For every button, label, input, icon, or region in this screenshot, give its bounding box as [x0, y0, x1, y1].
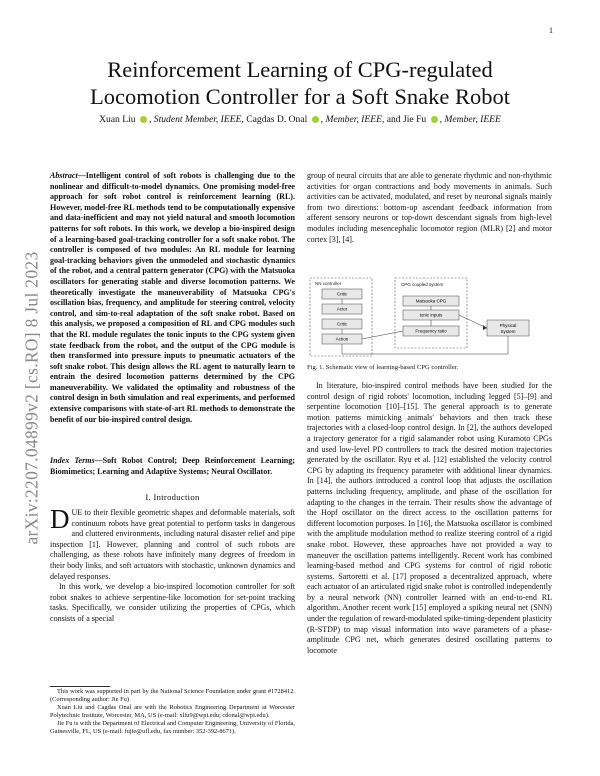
footnote: Xuan Liu and Cagdas Onal are with the Robotics Engineering Department at Worcester Polytechnic Institute, Worcester, MA, US (e-mail: xliu9@wpi.edu; cdonal@wpi.edu). — [50, 704, 295, 719]
footnote: This work was supported in part by the National Science Foundation under grant #1728412. (Corresponding author: Jie Fu) — [50, 688, 295, 703]
index-terms-label: Index Terms — [50, 456, 95, 465]
abstract — [50, 171, 295, 425]
index-terms-dash: — — [94, 456, 103, 465]
footnote-rule — [50, 686, 110, 687]
introduction — [50, 504, 295, 625]
index-terms — [50, 456, 295, 477]
title-line-1: Reinforcement Learning of CPG-regulated — [107, 57, 493, 82]
arrow-line — [459, 315, 487, 328]
arxiv-id: arXiv:2207.04899v2 [cs.RO] 8 Jul 2023 — [21, 251, 42, 545]
author-3: Jie Fu — [403, 114, 427, 125]
footnote: Jie Fu is with the Department of Electrical and Computer Engineering, University of Florida, Gainesville, FL, US (e-mail: fujie@ufl.edu, fax number: 352-392-8671). — [50, 720, 295, 735]
author-1: Xuan Liu — [99, 114, 136, 125]
intro-p1-text: UE to their flexible geometric shapes and deformable materials, soft continuum robots have great potential to perform tasks in dangerous and cluttered environments, including natural disaster relief and pipe inspection [1]. However, planning and control of such robots are challenging, as these robots have infinitely many degrees of freedom in their body links, and soft actuators with stochastic, unknown dynamics and delayed responses. — [50, 508, 295, 581]
cpg-box-label: Frequency ratio — [415, 328, 447, 334]
and-text: and — [386, 114, 401, 125]
physical-system-label: Physical — [499, 323, 517, 328]
arrow-line — [362, 331, 403, 339]
nn-controller-title: NN controller — [315, 281, 342, 286]
feedback-line — [342, 336, 508, 354]
nn-box-label: Critic — [336, 291, 348, 297]
physical-system-label: System — [500, 329, 516, 334]
drop-cap: D — [50, 504, 70, 534]
title-line-2: Locomotion Controller for a Soft Snake Robot — [90, 84, 510, 109]
nn-box-label: Actor — [336, 306, 348, 312]
right-column-top — [307, 171, 552, 245]
intro-paragraph — [50, 504, 295, 582]
page-number: 1 — [549, 26, 553, 35]
author-1-role: Student Member, IEEE — [153, 114, 242, 125]
author-2-role: Member, IEEE — [325, 114, 382, 125]
abstract-label: Abstract — [50, 171, 78, 180]
abstract-dash: — — [77, 171, 86, 180]
author-2: Cagdas D. Onal — [246, 114, 308, 125]
footnotes — [50, 688, 295, 736]
arxiv-watermark — [18, 228, 46, 568]
intro-paragraph: In this work, we develop a bio-inspired locomotion controller for soft robot snakes to achieve serpentine-like locomotion for set-point tracking tasks. Specifically, we consider utilizing the properties of CPGs, which consists of a special — [50, 582, 295, 623]
orcid-icon[interactable] — [431, 116, 438, 123]
body-paragraph: In literature, bio-inspired control methods have been studied for the control design of rigid robots' locomotion, including legged [5]–[9] and serpentine locomotion [10]–[15]. The general approach is to generate motion patterns mimicking animals' behaviors and then track these trajectories with a closed-loop control design. In [2], the authors developed a trajectory generator for a rigid salamander robot using Kuramoto CPGs and used low-level PD controllers to track the desired motion trajectories generated by the oscillator. Ryu et al. [12] established the velocity control CPG by adapting its frequency parameter with additional linear dynamics. In [14], the authors introduced a control loop that adjusts the oscillation patterns including frequency, amplitude, and phase of the oscillation for adapting to the changes in the terrain. Their results show the advantage of the Hopf oscillator on the direct access to the oscillation patterns for different locomotion purposes. In [16], the Matsuoka oscillator is combined with the amplitude modulation method to realize steering control of a rigid snake robot. However, these approaches have not provided a way to maneuver the oscillation patterns intelligently. Recent work has combined learning-based method and CPG systems for control of rigid robotic systems. Sartoretti et al. [17] proposed a decentralized approach, where each actuator of an articulated rigid snake robot is controlled independently by a neural network (NN) controller learned with an end-to-end RL algorithm. Another recent work [15] employed a spiking neural net (SNN) under the regulation of reward-modulated spike-timing-dependent plasticity (R-STDP) to map visual information into wave parameters of a phase-amplitude CPG net, which generates desired oscillating patterns to locomote — [307, 381, 552, 655]
cpg-box-label: Matsuoka CPG — [415, 298, 447, 304]
index-terms-text: Soft Robot Control; Deep Reinforcement Learning; Biomimetics; Learning and Adaptive Systems; Neural Oscillator. — [50, 456, 295, 476]
author-3-role: Member, IEEE — [444, 114, 501, 125]
orcid-icon[interactable] — [312, 116, 319, 123]
paper-title — [60, 56, 540, 110]
section-heading: I. Introduction — [145, 492, 200, 502]
figure-caption: Fig. 1. Schematic view of learning-based CPG controller. — [307, 364, 459, 371]
cpg-system-title: CPG coupled system — [401, 282, 444, 287]
orcid-icon[interactable] — [140, 116, 147, 123]
cpg-box-label: tonic inputs — [419, 312, 443, 318]
abstract-text: Intelligent control of soft robots is challenging due to the nonlinear and difficult-to-model dynamics. One promising model-free approach for soft robot control is reinforcement learning (RL). However, model-free RL methods tend to be computationally expensive and data-inefficient and may not yield natural and smooth locomotion patterns for soft robots. In this work, we develop a bio-inspired design of a learning-based goal-tracking controller for a soft snake robot. The controller is composed of two modules: An RL module for learning goal-tracking behaviors given the unmodeled and stochastic dynamics of the robot, and a central pattern generator (CPG) with the Matsuoka oscillators for generating stable and diverse locomotion patterns. We theoretically investigate the maneuverability of Matsuoka CPG's oscillation bias, frequency, and amplitude for steering control, velocity control, and sim-to-real adaptation of the soft snake robot. Based on this analysis, we proposed a composition of RL and CPG modules such that the RL module regulates the tonic inputs to the CPG system given state feedback from the robot, and the output of the CPG module is then transformed into pressure inputs to pneumatic actuators of the soft snake robot. This design allows the RL agent to naturally learn to entrain the desired locomotion patterns determined by the CPG maneuverability. We validated the optimality and robustness of the control design in both simulation and real experiments, and performed extensive comparisons with state-of-art RL methods to demonstrate the benefit of our bio-inspired control design. — [50, 171, 295, 424]
author-line: Xuan Liu , Student Member, IEEE, Cagdas D. Onal , Member, IEEE, and Jie Fu , Member, IEEE — [99, 114, 501, 125]
nn-box-label: Action — [335, 336, 349, 342]
right-column-bottom — [307, 381, 552, 656]
body-paragraph: group of neural circuits that are able to generate rhythmic and non-rhythmic activities for organ contractions and body movements in animals. Such activities can be activated, modulated, and reset by neuronal signals mainly from two directions: bottom-up ascendant feedback information from afferent sensory neurons or top-down descendant signals from high-level modules including mesencephalic locomotor region (MLR) [2] and motor cortex [3], [4]. — [307, 171, 552, 244]
figure-1-diagram — [307, 270, 552, 358]
nn-box-label: Critic — [336, 321, 348, 327]
